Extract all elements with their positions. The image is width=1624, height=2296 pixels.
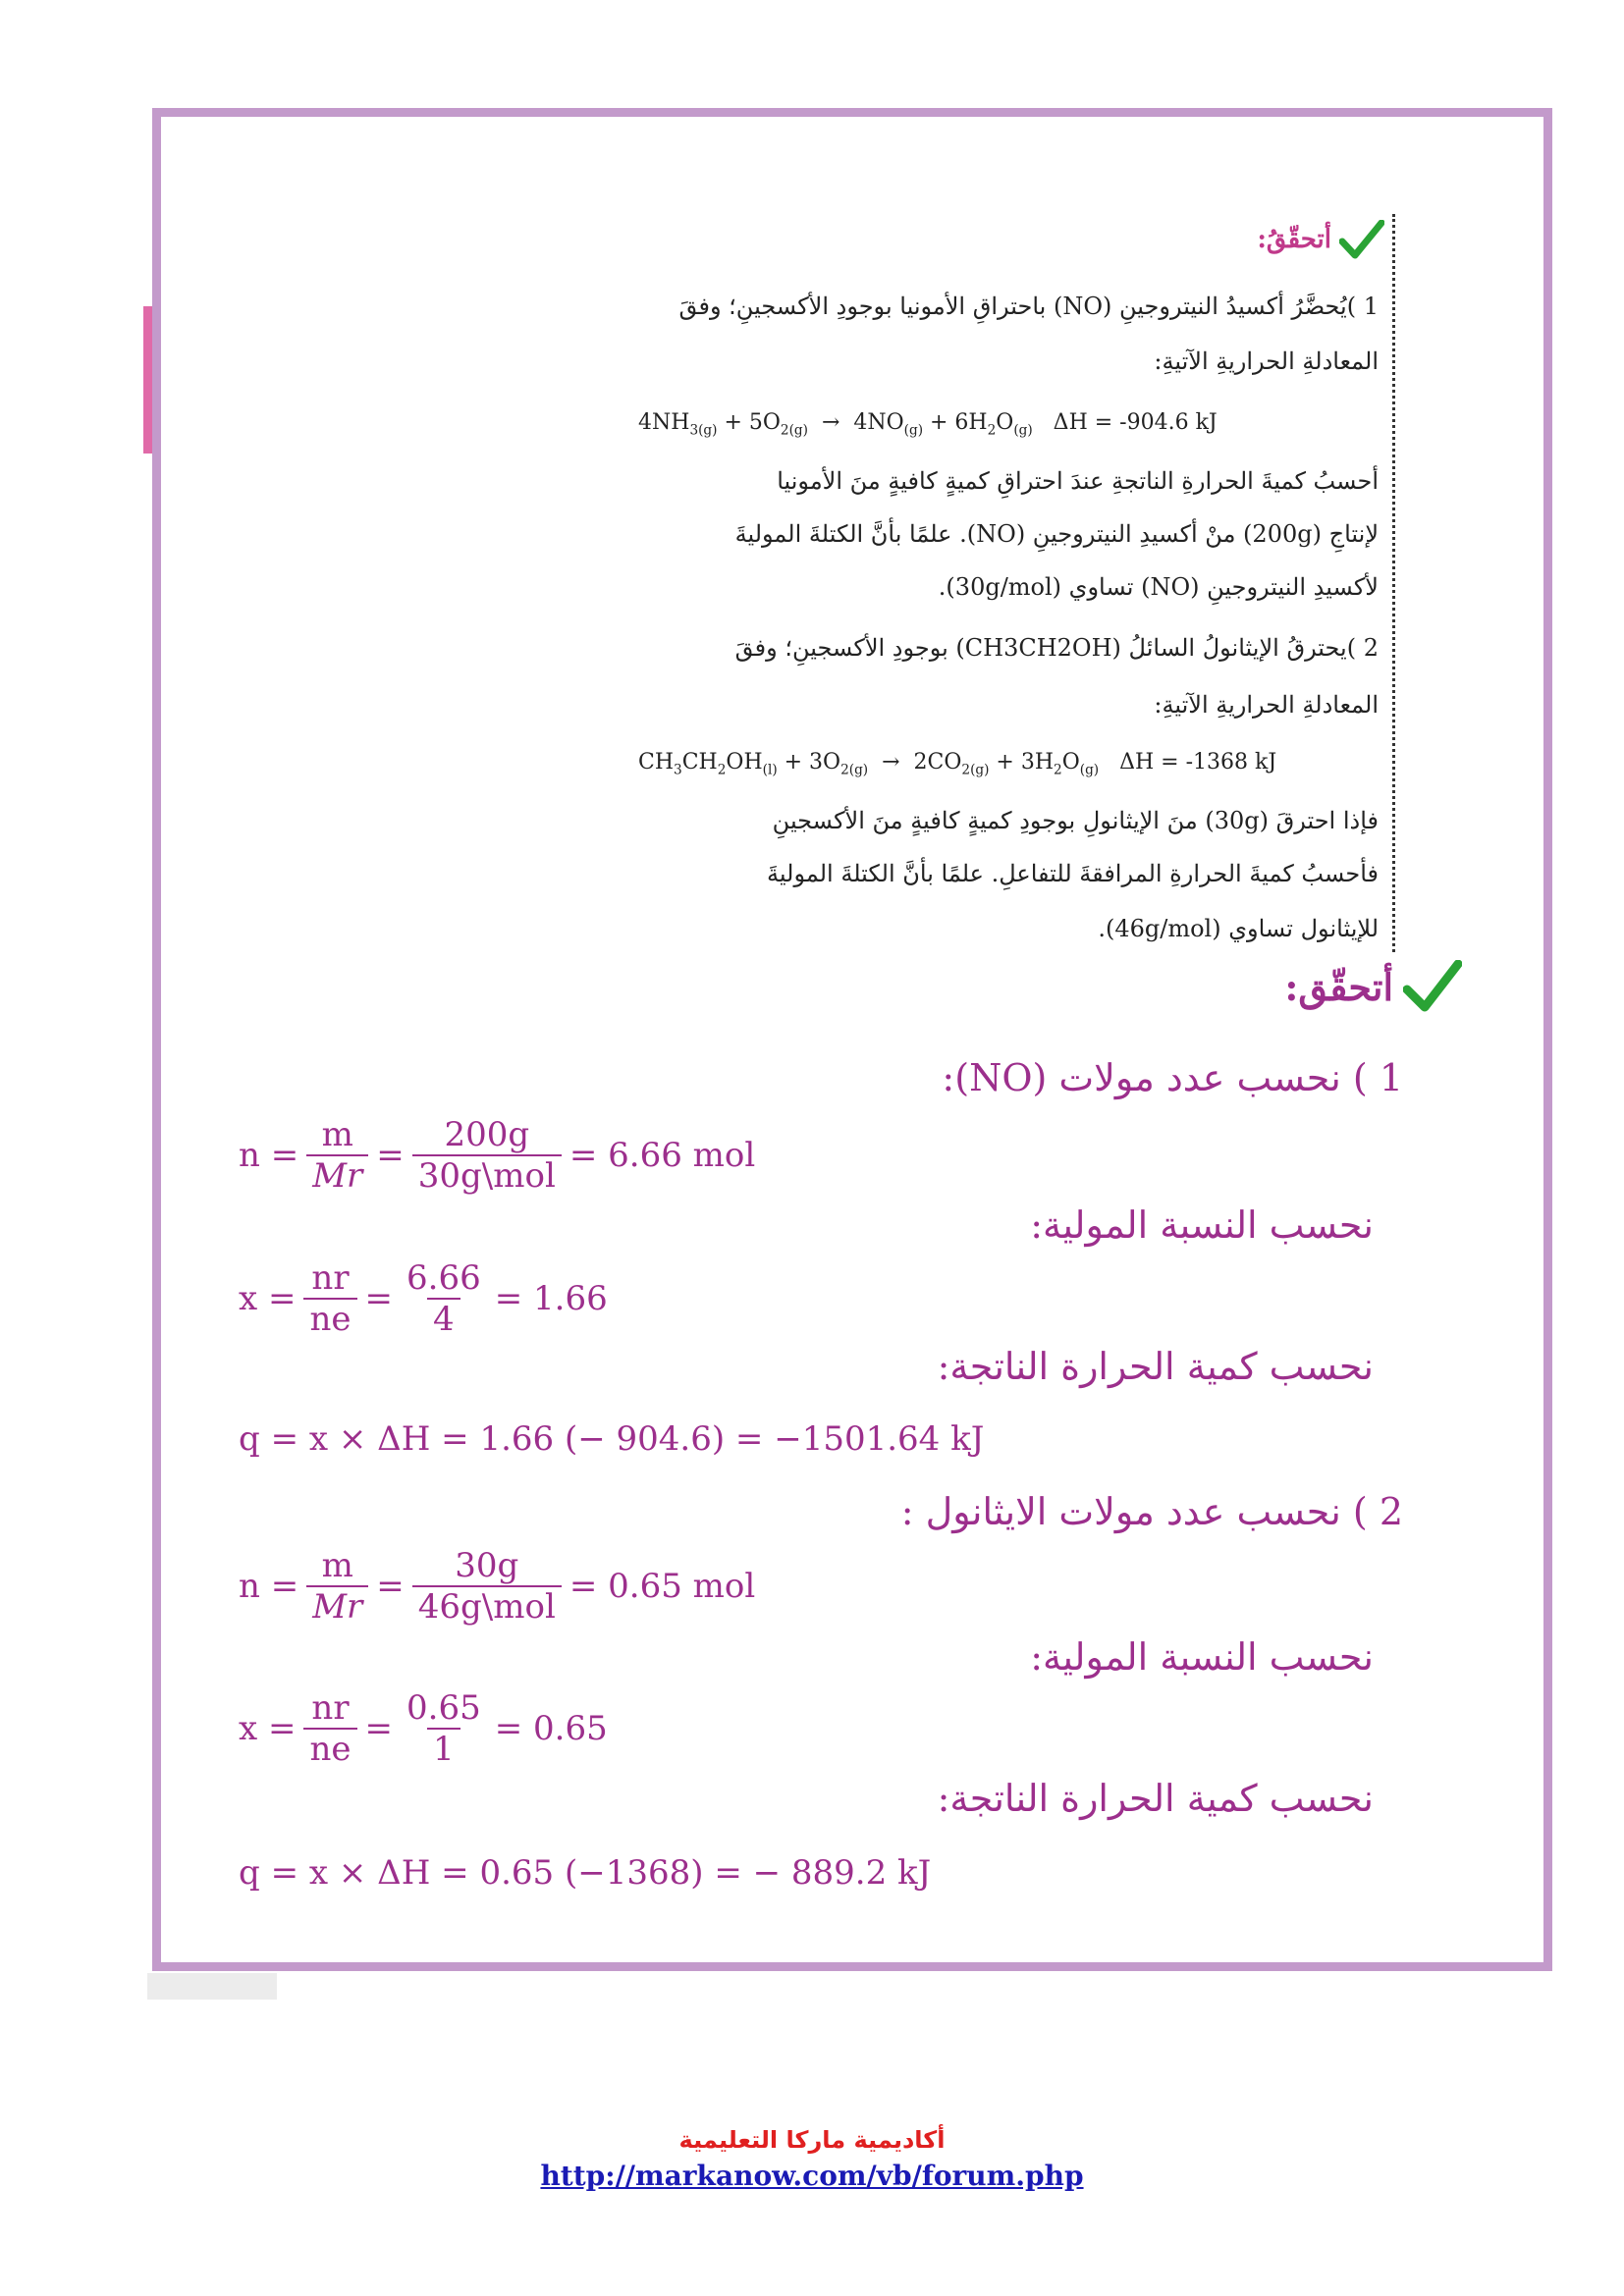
q1-line-5: لأكسيدِ النيتروجينِ (NO) تساوي (30g/mol). — [938, 573, 1379, 601]
equals: = — [376, 1567, 405, 1606]
frac-den: ne — [303, 1298, 356, 1339]
book-header — [1257, 220, 1384, 259]
frac-num: 6.66 — [406, 1258, 481, 1298]
equals: = — [364, 1279, 394, 1318]
result: = 0.65 — [494, 1709, 608, 1748]
solution-header — [1284, 960, 1462, 1013]
solution-header-label: أتحقّق: — [1284, 964, 1393, 1009]
equals: = — [364, 1709, 394, 1748]
result: = 0.65 mol — [568, 1567, 756, 1606]
q2-line-4: فأحسبُ كميةَ الحرارةِ المرافقةَ للتفاعلِ. علمًا بأنَّ الكتلةَ الموليةَ — [767, 860, 1379, 887]
frac-den: Mr — [306, 1585, 368, 1627]
s2-ratio-equation — [239, 1688, 608, 1769]
s2-heat-equation: q = x × ΔH = 0.65 (−1368) = − 889.2 kJ — [239, 1853, 932, 1893]
frac-den: 46g\mol — [412, 1585, 562, 1627]
frac-num: nr — [311, 1688, 350, 1728]
result: = 6.66 mol — [568, 1136, 756, 1175]
s1-ratio-title: نحسب النسبة المولية: — [1030, 1203, 1374, 1247]
q1-line-3: أحسبُ كميةَ الحرارةِ الناتجةِ عندَ احتراقِ كميةٍ كافيةٍ منَ الأمونيا — [777, 467, 1379, 495]
frac-num: m — [321, 1115, 353, 1154]
q1-line-1: 1 )يُحضَّرُ أكسيدُ النيتروجينِ (NO) باحتراقِ الأمونيا بوجودِ الأكسجينِ؛ وفقَ — [678, 293, 1379, 320]
x-prefix: x = — [239, 1279, 297, 1318]
frac-num: m — [321, 1546, 353, 1585]
q1-line-2: المعادلةِ الحراريةِ الآتيةِ: — [1154, 347, 1379, 375]
frac-num: 200g — [444, 1115, 530, 1154]
s1-ratio-equation — [239, 1258, 608, 1339]
frac-num: nr — [311, 1258, 350, 1298]
footer-title: أكاديمية ماركا التعليمية — [678, 2126, 946, 2154]
frac-num: 30g — [455, 1546, 519, 1585]
frac-den: ne — [303, 1728, 356, 1769]
q2-line-3: فإذا احترقَ (30g) منَ الإيثانولِ بوجودِ كميةٍ كافيةٍ منَ الأكسجينِ — [772, 807, 1379, 834]
q2-line-1: 2 )يحترقُ الإيثانولُ السائلُ (CH3CH2OH) بوجودِ الأكسجينِ؛ وفقَ — [734, 634, 1379, 662]
s1-moles-equation — [239, 1115, 755, 1196]
check-icon — [1339, 220, 1384, 259]
n-prefix: n = — [239, 1567, 299, 1606]
frac-den: Mr — [306, 1154, 368, 1196]
frac-den: 30g\mol — [412, 1154, 562, 1196]
side-tab — [143, 306, 152, 454]
n-prefix: n = — [239, 1136, 299, 1175]
q2-equation: $CH_3CH_2OH_{(l)} + 3O_{2(g)} \to 2CO_{2(g)} + 3H_2O_{(g)}$ ΔH = -1368 kJ — [638, 750, 1277, 778]
frac-den: 4 — [427, 1298, 460, 1339]
textbook-box — [619, 214, 1395, 952]
s2-title: 2 ) نحسب عدد مولات الايثانول : — [900, 1490, 1403, 1533]
s2-heat-title: نحسب كمية الحرارة الناتجة: — [937, 1777, 1374, 1820]
shadow-strip — [147, 1973, 277, 2000]
q2-line-5: للإيثانول تساوي (46g/mol). — [1098, 915, 1379, 942]
equals: = — [376, 1136, 405, 1175]
q1-line-4: لإنتاجِ (200g) منْ أكسيدِ النيتروجينِ (NO). علمًا بأنَّ الكتلةَ الموليةَ — [734, 520, 1379, 548]
q2-line-2: المعادلةِ الحراريةِ الآتيةِ: — [1154, 691, 1379, 719]
frac-num: 0.65 — [406, 1688, 481, 1728]
s2-ratio-title: نحسب النسبة المولية: — [1030, 1635, 1374, 1679]
footer-link[interactable]: http://markanow.com/vb/forum.php — [540, 2160, 1084, 2192]
frac-den: 1 — [427, 1728, 460, 1769]
s2-moles-equation — [239, 1546, 755, 1627]
x-prefix: x = — [239, 1709, 297, 1748]
s1-heat-title: نحسب كمية الحرارة الناتجة: — [937, 1345, 1374, 1388]
check-icon — [1403, 960, 1462, 1013]
s1-title: 1 ) نحسب عدد مولات (NO): — [942, 1056, 1403, 1099]
s1-heat-equation: q = x × ΔH = 1.66 (− 904.6) = −1501.64 kJ — [239, 1419, 985, 1459]
result: = 1.66 — [494, 1279, 608, 1318]
q1-equation: $4NH_{3(g)} + 5O_{2(g)} \to 4NO_{(g)} + 6H_2O_{(g)}$ ΔH = -904.6 kJ — [638, 410, 1218, 439]
book-header-label: أتحقّقُ: — [1257, 225, 1331, 254]
